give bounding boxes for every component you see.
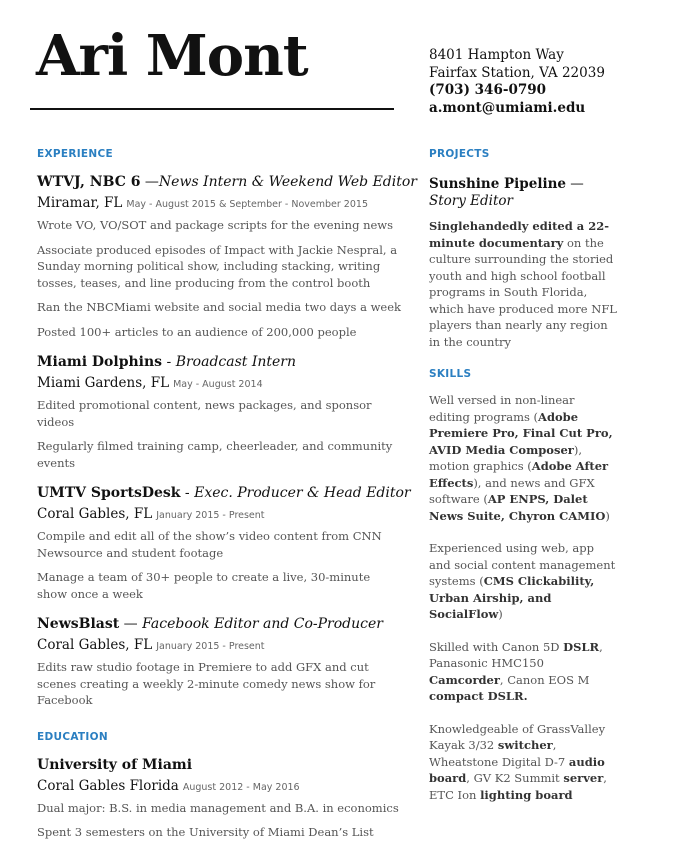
job-location: Coral Gables, FL: [37, 506, 153, 522]
education-heading: EDUCATION: [37, 730, 108, 743]
address-line-2: Fairfax Station, VA 22039: [429, 64, 605, 81]
skill-equipment: Knowledgeable of GrassValley Kayak 3/32 switcher, Wheatstone Digital D-7 audio board, GV K2 Summit server, ETC Ion lighting board: [429, 721, 607, 802]
job-title: [37, 174, 417, 190]
skills-heading: SKILLS: [429, 368, 472, 380]
projects-heading: PROJECTS: [429, 148, 490, 160]
job-org: Miami Dolphins: [37, 354, 163, 370]
job-location: Miami Gardens, FL: [37, 375, 170, 391]
project-sep: —: [566, 176, 584, 192]
right-column: [429, 148, 619, 803]
job-sep: —: [119, 616, 143, 632]
job-entry: [37, 485, 411, 602]
school-dates: August 2012 - May 2016: [182, 781, 300, 793]
job-location-row: [37, 637, 402, 653]
left-column: [37, 148, 417, 841]
job-bullet: Associate produced episodes of Impact with Jackie Nespral, a Sunday morning political show, including stacking, writing tosses, teases, and line producing from the control booth: [37, 242, 398, 290]
job-location-row: [37, 195, 402, 211]
job-role: Facebook Editor and Co-Producer: [142, 616, 383, 632]
job-bullet: Wrote VO, VO/SOT and package scripts for the evening news: [37, 218, 394, 232]
applicant-name: Ari Mont: [36, 23, 308, 89]
job-dates: January 2015 - Present: [156, 510, 265, 521]
education-entry: [37, 757, 402, 841]
contact-block: [429, 47, 605, 117]
phone-number: (703) 346-0790: [429, 82, 547, 98]
experience-heading: EXPERIENCE: [37, 148, 113, 160]
job-sep: —: [140, 174, 159, 190]
school-location: Coral Gables Florida: [37, 777, 179, 794]
job-dates: January 2015 - Present: [156, 641, 265, 652]
job-role: News Intern & Weekend Web Editor: [158, 174, 417, 190]
job-dates: May - August 2015 & September - November 2015: [126, 199, 368, 210]
education-line: Dual major: B.S. in media management and B.A. in economics: [37, 800, 399, 815]
job-title: [37, 354, 402, 370]
school-location-row: [37, 778, 402, 794]
project-role: Story Editor: [429, 193, 513, 209]
job-location-row: [37, 375, 402, 391]
header-rule: [30, 108, 394, 110]
job-sep: -: [180, 485, 195, 501]
job-role: Broadcast Intern: [175, 354, 297, 370]
job-role: Exec. Producer & Head Editor: [194, 485, 411, 501]
job-title: [37, 485, 411, 501]
skill-editing: Well versed in non-linear editing programs (Adobe Premiere Pro, Final Cut Pro, AVID Media Composer), motion graphics (Adobe After Effects), and news and GFX software (AP ENPS, Dalet News Suite, Chyron CAMIO): [429, 393, 613, 523]
job-bullet: Compile and edit all of the show’s video content from CNN Newsource and student footage: [37, 529, 382, 560]
job-entry: [37, 616, 402, 709]
project-title: [429, 176, 619, 210]
job-org: NewsBlast: [37, 616, 120, 632]
education-line: Spent 3 semesters on the University of Miami Dean’s List: [37, 825, 374, 839]
job-org: UMTV SportsDesk: [37, 485, 181, 501]
job-sep: -: [162, 354, 176, 370]
job-bullet: Manage a team of 30+ people to create a live, 30-minute show once a week: [37, 570, 371, 601]
job-bullet: Edits raw studio footage in Premiere to add GFX and cut scenes creating a weekly 2-minute comedy news show for Facebook: [37, 660, 376, 707]
address-line-1: 8401 Hampton Way: [429, 47, 564, 63]
project-description: Singlehandedly edited a 22-minute documentary on the culture surrounding the storied youth and high school football programs in South Florida, which have produced more NFL players than nearly any region in the country: [429, 219, 617, 349]
school-name: University of Miami: [37, 756, 193, 773]
job-bullet: Ran the NBCMiami website and social media two days a week: [37, 300, 402, 314]
job-entry: [37, 174, 417, 340]
skill-cameras: Skilled with Canon 5D DSLR, Panasonic HMC150 Camcorder, Canon EOS M compact DSLR.: [429, 639, 603, 703]
job-title: [37, 616, 402, 632]
job-dates: May - August 2014: [173, 379, 263, 390]
project-name: Sunshine Pipeline: [429, 176, 566, 192]
job-bullet: Regularly filmed training camp, cheerleader, and community events: [37, 439, 393, 470]
job-entry: [37, 354, 402, 471]
skill-cms: Experienced using web, app and social content management systems (CMS Clickability, Urban Airship, and SocialFlow): [429, 541, 616, 621]
job-location: Miramar, FL: [37, 195, 123, 211]
email-address: a.mont@umiami.edu: [429, 99, 586, 116]
job-location: Coral Gables, FL: [37, 637, 153, 653]
job-bullet: Edited promotional content, news packages, and sponsor videos: [37, 398, 372, 429]
job-org: WTVJ, NBC 6: [37, 174, 141, 190]
job-bullet: Posted 100+ articles to an audience of 200,000 people: [37, 324, 357, 339]
job-location-row: [37, 506, 402, 522]
